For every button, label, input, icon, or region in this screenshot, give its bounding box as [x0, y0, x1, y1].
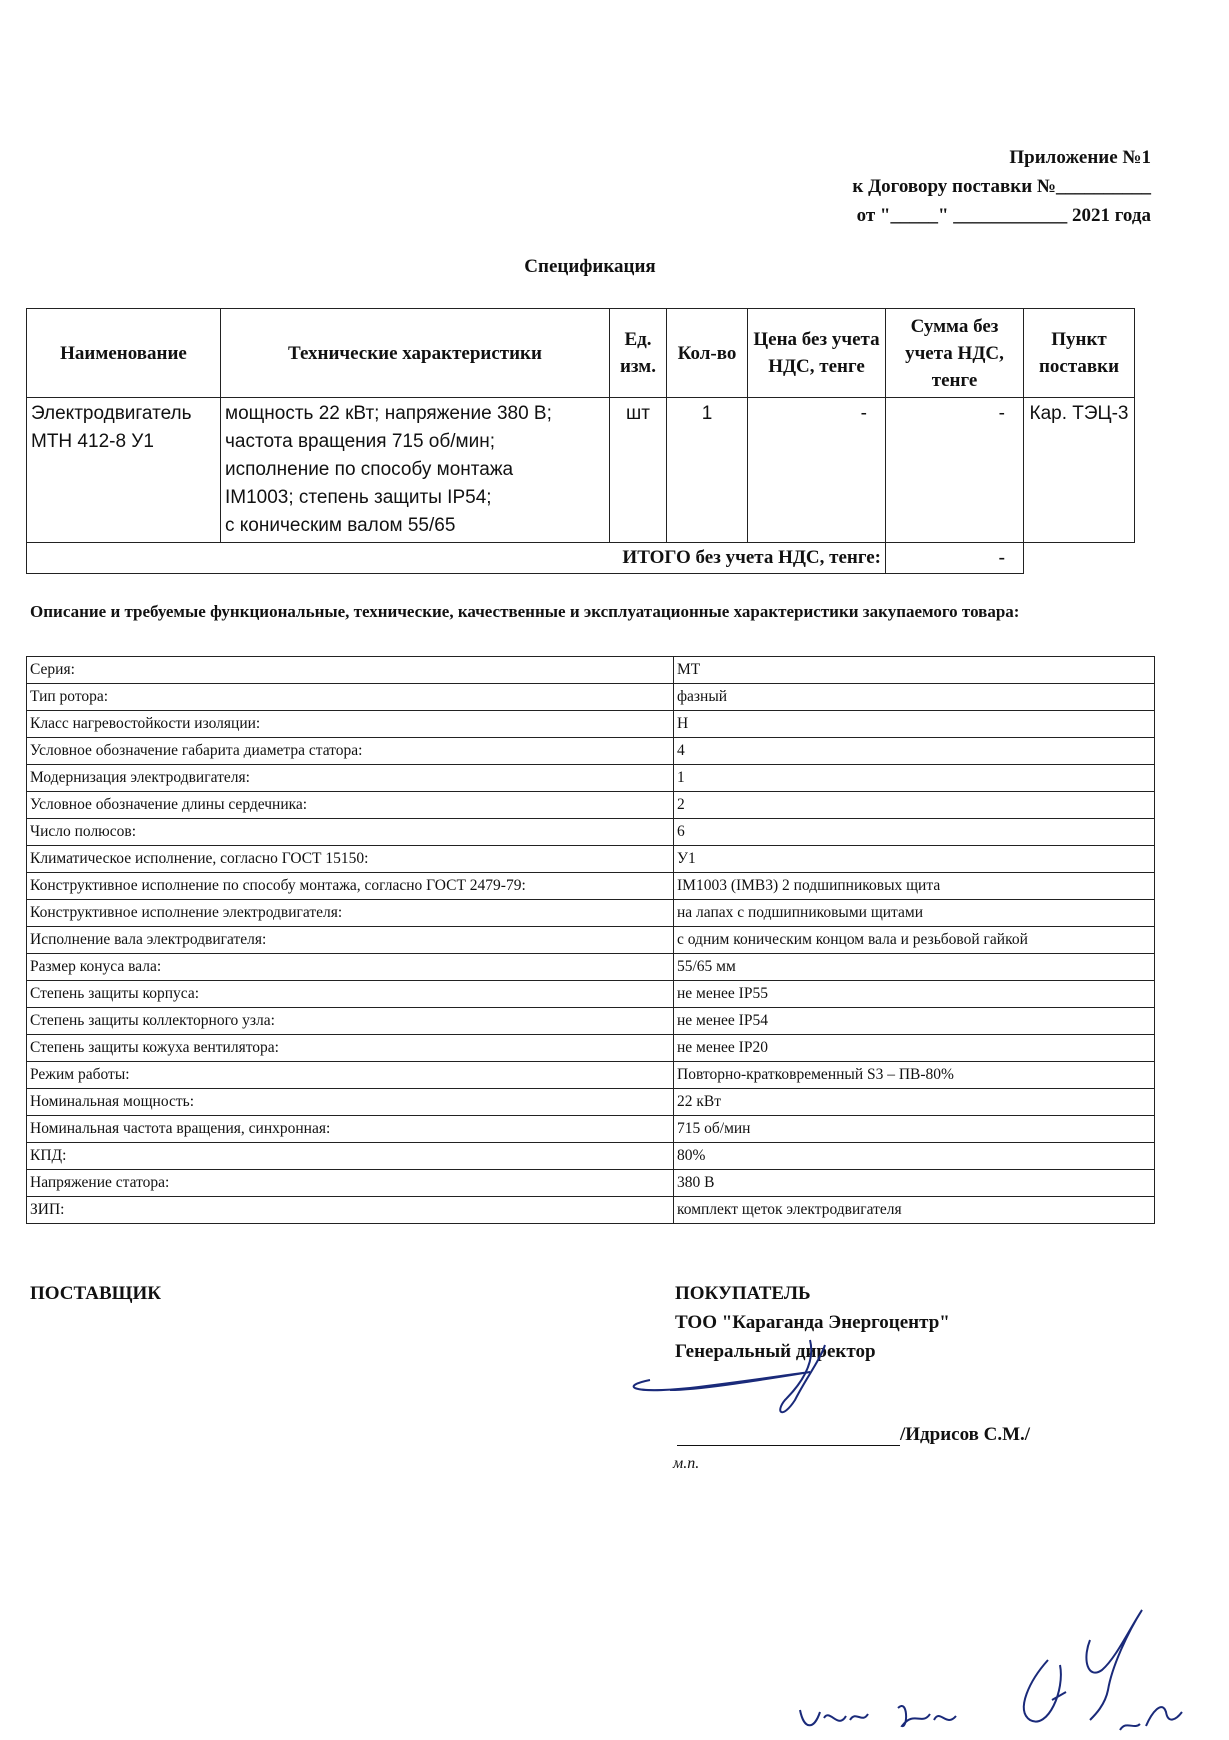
spec-header-row: [27, 309, 1135, 398]
item-delivery: Кар. ТЭЦ-3: [1024, 398, 1135, 543]
initials-image: [790, 1580, 1210, 1740]
appendix-title: Приложение №1: [1009, 147, 1151, 168]
property-value: фазный: [674, 684, 1155, 711]
item-unit: шт: [610, 398, 667, 543]
buyer-label: ПОКУПАТЕЛЬ: [675, 1283, 811, 1304]
spec-line: с коническим валом 55/65: [225, 515, 456, 536]
header-price: Цена без учета НДС, тенге: [748, 309, 886, 398]
appendix-block: [852, 143, 1151, 230]
property-row: [27, 1197, 1155, 1224]
property-value: не менее IP54: [674, 1008, 1155, 1035]
property-key: Степень защиты кожуха вентилятора:: [27, 1035, 674, 1062]
property-key: Номинальная мощность:: [27, 1089, 674, 1116]
property-value: 380 В: [674, 1170, 1155, 1197]
header-qty: Кол-во: [667, 309, 748, 398]
spec-data-row: [27, 398, 1135, 543]
buyer-position: Генеральный директор: [675, 1341, 876, 1362]
property-value: 80%: [674, 1143, 1155, 1170]
item-sum: -: [886, 398, 1024, 543]
property-row: [27, 873, 1155, 900]
document-title: Спецификация: [524, 256, 656, 277]
property-row: [27, 684, 1155, 711]
properties-body: [27, 657, 1155, 1224]
property-key: КПД:: [27, 1143, 674, 1170]
property-row: [27, 657, 1155, 684]
total-value: -: [886, 543, 1024, 574]
property-value: IM1003 (IMB3) 2 подшипниковых щита: [674, 873, 1155, 900]
property-value: Повторно-кратковременный S3 – ПВ-80%: [674, 1062, 1155, 1089]
property-key: Степень защиты корпуса:: [27, 981, 674, 1008]
property-key: Серия:: [27, 657, 674, 684]
director-signature-image: [610, 1320, 930, 1430]
property-row: [27, 1116, 1155, 1143]
property-key: Номинальная частота вращения, синхронная:: [27, 1116, 674, 1143]
property-row: [27, 738, 1155, 765]
property-value: не менее IP20: [674, 1035, 1155, 1062]
item-name: Электродвигатель МТН 412-8 У1: [27, 398, 221, 543]
property-key: ЗИП:: [27, 1197, 674, 1224]
property-value: 4: [674, 738, 1155, 765]
property-value: 715 об/мин: [674, 1116, 1155, 1143]
spec-line: мощность 22 кВт; напряжение 380 В;: [225, 403, 552, 424]
property-row: [27, 711, 1155, 738]
item-price: -: [748, 398, 886, 543]
property-value: 2: [674, 792, 1155, 819]
property-value: на лапах с подшипниковыми щитами: [674, 900, 1155, 927]
property-row: [27, 900, 1155, 927]
property-row: [27, 1035, 1155, 1062]
specification-table: [26, 308, 1135, 574]
spec-line: частота вращения 715 об/мин;: [225, 431, 495, 452]
property-row: [27, 765, 1155, 792]
property-key: Условное обозначение длины сердечника:: [27, 792, 674, 819]
property-value: У1: [674, 846, 1155, 873]
property-key: Число полюсов:: [27, 819, 674, 846]
property-row: [27, 1008, 1155, 1035]
property-row: [27, 1170, 1155, 1197]
property-key: Исполнение вала электродвигателя:: [27, 927, 674, 954]
header-unit: Ед. изм.: [610, 309, 667, 398]
property-key: Конструктивное исполнение по способу монтажа, согласно ГОСТ 2479-79:: [27, 873, 674, 900]
property-row: [27, 981, 1155, 1008]
spec-line: исполнение по способу монтажа: [225, 459, 514, 480]
item-qty: 1: [667, 398, 748, 543]
property-row: [27, 927, 1155, 954]
property-value: с одним коническим концом вала и резьбовой гайкой: [674, 927, 1155, 954]
property-row: [27, 1062, 1155, 1089]
properties-table: [26, 656, 1155, 1224]
description-heading: Описание и требуемые функциональные, технические, качественные и эксплуатационные характеристики закупаемого товара:: [30, 602, 1020, 621]
stamp-mark: м.п.: [673, 1455, 700, 1472]
header-name: Наименование: [27, 309, 221, 398]
contract-reference: к Договору поставки №__________: [852, 176, 1151, 197]
property-row: [27, 792, 1155, 819]
property-value: 1: [674, 765, 1155, 792]
header-sum: Сумма без учета НДС, тенге: [886, 309, 1024, 398]
property-key: Степень защиты коллекторного узла:: [27, 1008, 674, 1035]
contract-date: от "_____" ____________ 2021 года: [856, 205, 1151, 226]
total-empty-cell: [1024, 543, 1135, 574]
property-row: [27, 1089, 1155, 1116]
property-value: 22 кВт: [674, 1089, 1155, 1116]
property-key: Размер конуса вала:: [27, 954, 674, 981]
property-value: комплект щеток электродвигателя: [674, 1197, 1155, 1224]
spec-total-row: [27, 543, 1135, 574]
buyer-company: ТОО "Караганда Энергоцентр": [675, 1312, 950, 1333]
signatory-name: /Идрисов С.М./: [900, 1424, 1031, 1445]
property-key: Режим работы:: [27, 1062, 674, 1089]
header-specs: Технические характеристики: [221, 309, 610, 398]
property-key: Климатическое исполнение, согласно ГОСТ 15150:: [27, 846, 674, 873]
property-key: Класс нагревостойкости изоляции:: [27, 711, 674, 738]
property-value: не менее IP55: [674, 981, 1155, 1008]
property-key: Условное обозначение габарита диаметра статора:: [27, 738, 674, 765]
property-key: Тип ротора:: [27, 684, 674, 711]
property-value: МТ: [674, 657, 1155, 684]
property-value: 6: [674, 819, 1155, 846]
property-row: [27, 819, 1155, 846]
supplier-label: ПОСТАВЩИК: [30, 1283, 162, 1304]
property-key: Модернизация электродвигателя:: [27, 765, 674, 792]
header-delivery: Пункт поставки: [1024, 309, 1135, 398]
spec-line: IM1003; степень защиты IP54;: [225, 487, 492, 508]
property-row: [27, 1143, 1155, 1170]
total-label: ИТОГО без учета НДС, тенге:: [27, 543, 886, 574]
property-key: Конструктивное исполнение электродвигателя:: [27, 900, 674, 927]
property-value: 55/65 мм: [674, 954, 1155, 981]
item-specs: [221, 398, 610, 543]
property-row: [27, 954, 1155, 981]
property-key: Напряжение статора:: [27, 1170, 674, 1197]
property-row: [27, 846, 1155, 873]
property-value: Н: [674, 711, 1155, 738]
